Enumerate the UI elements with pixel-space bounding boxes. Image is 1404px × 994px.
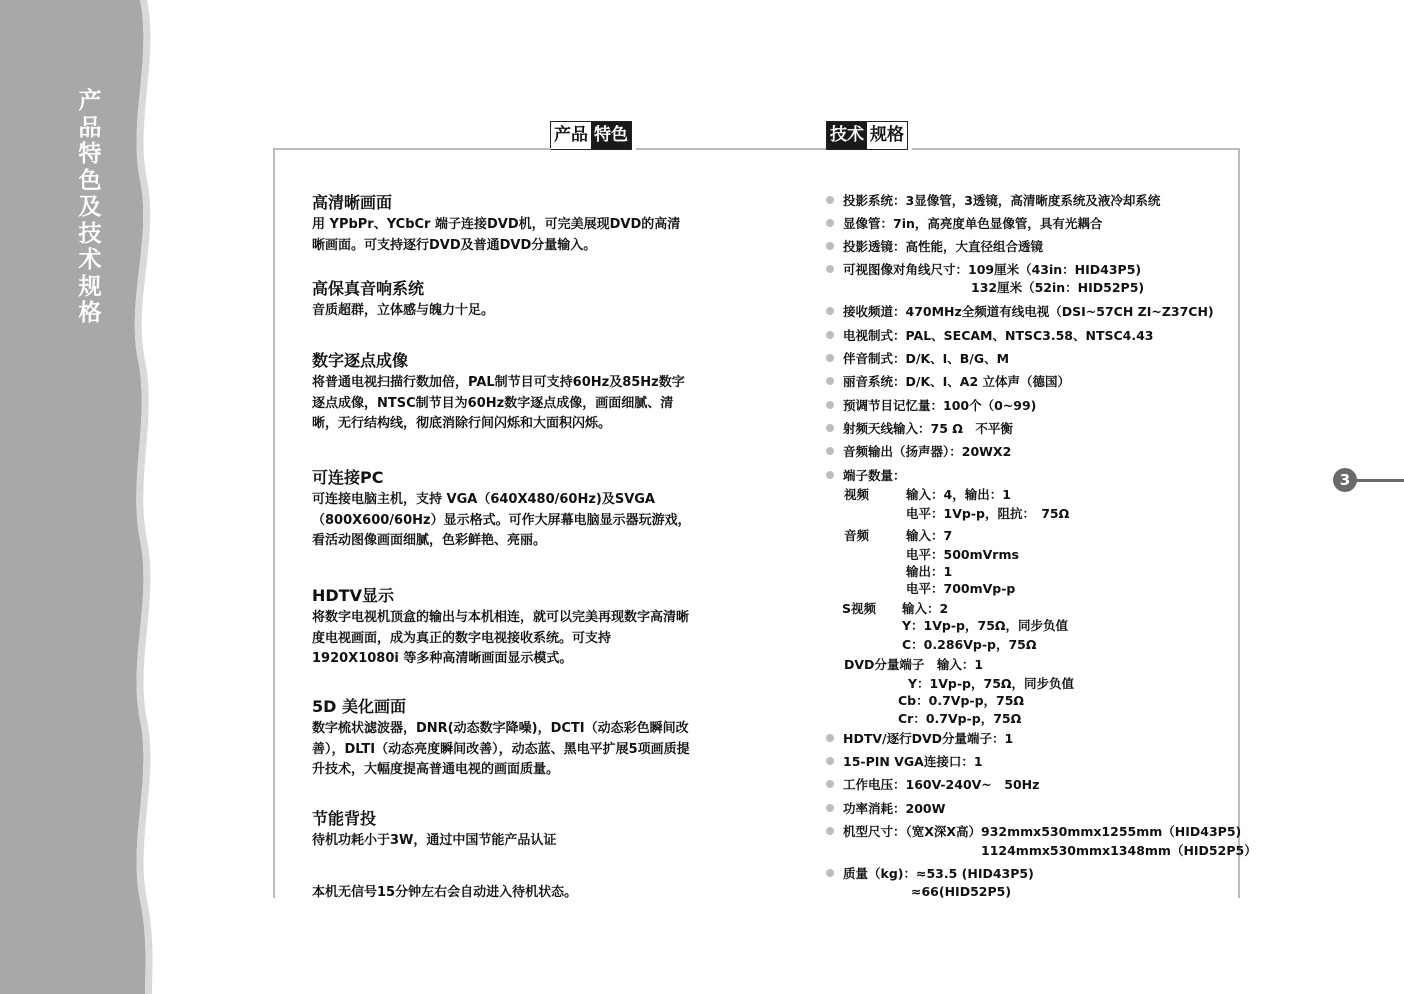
svideo-label: S视频 bbox=[842, 601, 877, 616]
side-title-char: 术 bbox=[78, 247, 102, 273]
spec-vga bbox=[826, 753, 983, 771]
spec-text: 丽音系统：D/K、I、A2 立体声（德国） bbox=[843, 374, 1071, 389]
bullet-icon bbox=[826, 242, 834, 250]
feature-title: 高清晰画面 bbox=[312, 193, 393, 212]
feature-body: 数字梳状滤波器，DNR(动态数字降噪)，DCTI（动态彩色瞬间改善），DLTI（动态亮度瞬间改善），动态蓝、黑电平扩展5项画质提升技术，大幅度提高普通电视的画面质量。 bbox=[312, 721, 690, 777]
spec-nicam bbox=[826, 373, 1070, 391]
spec-text: HDTV/逐行DVD分量端子：1 bbox=[843, 731, 1014, 746]
svideo-in: 输入：2 bbox=[902, 601, 949, 616]
feature-body: 将数字电视机顶盒的输出与本机相连，就可以完美再现数字高清晰度电视画面，成为真正的数字电视接收系统。可支持1920X1080i 等多种高清晰画面显示模式。 bbox=[312, 610, 690, 666]
feature-5d-picture bbox=[312, 696, 692, 781]
feature-digital-scan bbox=[312, 350, 692, 435]
spec-weight-2: ≈66(HID52P5) bbox=[911, 884, 1012, 899]
spec-text: 电视制式：PAL、SECAM、NTSC3.58、NTSC4.43 bbox=[843, 328, 1154, 343]
spec-weight bbox=[826, 865, 1034, 883]
bullet-icon bbox=[826, 354, 834, 362]
feature-body: 将普通电视扫描行数加倍，PAL制节目可支持60Hz及85Hz数字逐点成像，NTSC制节目为60Hz数字逐点成像，画面细腻、清晰，无行结构线，彻底消除行间闪烁和大面积闪烁。 bbox=[312, 375, 685, 431]
frame-left bbox=[273, 148, 275, 898]
bullet-icon bbox=[826, 331, 834, 339]
bullet-icon bbox=[826, 804, 834, 812]
spec-text: 投影系统：3显像管，3透镜，高清晰度系统及液冷却系统 bbox=[843, 193, 1161, 208]
video-io: 输入：4，输出：1 bbox=[906, 487, 1011, 502]
spec-dimensions-2: 1124mmx530mmx1348mm（HID52P5） bbox=[981, 843, 1257, 858]
bullet-icon bbox=[826, 219, 834, 227]
specs-header-light: 规格 bbox=[870, 125, 904, 145]
features-header-dark: 特色 bbox=[591, 122, 631, 149]
side-vertical-title bbox=[70, 88, 110, 327]
feature-title: HDTV显示 bbox=[312, 586, 394, 605]
bullet-icon bbox=[826, 447, 834, 455]
audio-out-count: 输出：1 bbox=[906, 564, 953, 579]
feature-energy-saving bbox=[312, 808, 692, 852]
dvd-cr: Cr：0.7Vp-p，75Ω bbox=[898, 711, 1022, 726]
feature-body: 待机功耗小于3W，通过中国节能产品认证 bbox=[312, 833, 557, 848]
video-level: 电平：1Vp-p，阻抗： 75Ω bbox=[906, 506, 1070, 521]
bullet-icon bbox=[826, 196, 834, 204]
audio-in: 输入：7 bbox=[906, 528, 953, 543]
spec-audio-out bbox=[826, 443, 1011, 461]
spec-text: 显像管：7in，高亮度单色显像管，具有光耦合 bbox=[843, 216, 1103, 231]
bullet-icon bbox=[826, 827, 834, 835]
svideo-y: Y：1Vp-p，75Ω，同步负值 bbox=[902, 618, 1069, 633]
side-title-char: 技 bbox=[78, 220, 102, 247]
audio-label: 音频 bbox=[844, 528, 870, 543]
spec-size-2: 132厘米（52in：HID52P5) bbox=[971, 280, 1145, 295]
page-marker-line bbox=[1354, 479, 1404, 482]
spec-lens bbox=[826, 238, 1043, 256]
features-header-light: 产品 bbox=[554, 125, 588, 145]
side-title-char: 色 bbox=[78, 167, 102, 194]
bullet-icon bbox=[826, 734, 834, 742]
bullet-icon bbox=[826, 377, 834, 385]
feature-title: 可连接PC bbox=[312, 468, 384, 487]
spec-voltage bbox=[826, 776, 1039, 794]
feature-body: 可连接电脑主机，支持 VGA（640X480/60Hz)及SVGA（800X600/60Hz）显示格式。可作大屏幕电脑显示器玩游戏，看活动图像画面细腻，色彩鲜艳、亮丽。 bbox=[312, 492, 691, 548]
feature-pc-connect bbox=[312, 467, 692, 552]
spec-hdtv bbox=[826, 730, 1013, 748]
dvd-cb: Cb：0.7Vp-p，75Ω bbox=[898, 693, 1025, 708]
video-label: 视频 bbox=[844, 487, 870, 502]
feature-title: 高保真音响系统 bbox=[312, 279, 425, 298]
side-title-char: 格 bbox=[78, 300, 102, 326]
frame-top-right bbox=[912, 148, 1240, 150]
feature-title: 节能背投 bbox=[312, 809, 377, 828]
bullet-icon bbox=[826, 757, 834, 765]
side-title-char: 规 bbox=[78, 273, 102, 300]
spec-channels bbox=[826, 303, 1214, 321]
spec-antenna bbox=[826, 420, 1013, 438]
bullet-icon bbox=[826, 265, 834, 273]
bullet-icon bbox=[826, 869, 834, 877]
spec-dimensions bbox=[826, 823, 1241, 841]
side-title-char: 产 bbox=[78, 88, 102, 114]
spec-presets bbox=[826, 397, 1036, 415]
spec-text: 射频天线输入：75 Ω 不平衡 bbox=[843, 421, 1013, 436]
specs-header-dark: 技术 bbox=[827, 122, 867, 149]
spec-text: 音频输出（扬声器）：20WX2 bbox=[843, 444, 1012, 459]
bullet-icon bbox=[826, 780, 834, 788]
spec-text: 接收频道：470MHz全频道有线电视（DSI~57CH ZI~Z37CH) bbox=[843, 304, 1214, 319]
feature-hd-picture bbox=[312, 192, 692, 256]
feature-hdtv bbox=[312, 585, 692, 670]
spec-text: 预调节目记忆量：100个（0~99) bbox=[843, 398, 1037, 413]
side-title-char: 及 bbox=[78, 194, 102, 220]
feature-title: 数字逐点成像 bbox=[312, 351, 409, 370]
feature-body: 音质超群，立体感与魄力十足。 bbox=[312, 303, 495, 318]
spec-terminals bbox=[826, 467, 906, 485]
specs-header bbox=[826, 121, 908, 150]
frame-right bbox=[1238, 148, 1240, 898]
spec-projection bbox=[826, 192, 1160, 210]
spec-power bbox=[826, 800, 945, 818]
bullet-icon bbox=[826, 401, 834, 409]
spec-sound-system bbox=[826, 350, 1009, 368]
spec-text: 功率消耗：200W bbox=[843, 801, 946, 816]
side-title-char: 特 bbox=[78, 141, 102, 167]
spec-text: 可视图像对角线尺寸：109厘米（43in：HID43P5) bbox=[843, 262, 1142, 277]
dvd-component-label: DVD分量端子 输入：1 bbox=[844, 657, 984, 672]
feature-title: 5D 美化画面 bbox=[312, 697, 406, 716]
bullet-icon bbox=[826, 424, 834, 432]
spec-text: 端子数量： bbox=[843, 468, 906, 483]
svideo-c: C：0.286Vp-p，75Ω bbox=[902, 637, 1037, 652]
spec-size bbox=[826, 261, 1141, 279]
audio-level-in: 电平：500mVrms bbox=[906, 547, 1019, 562]
bullet-icon bbox=[826, 471, 834, 479]
features-header bbox=[550, 121, 632, 150]
standby-note: 本机无信号15分钟左右会自动进入待机状态。 bbox=[312, 885, 578, 900]
spec-text: 质量（kg)：≈53.5 (HID43P5) bbox=[843, 866, 1034, 881]
feature-hifi-audio bbox=[312, 278, 692, 322]
audio-level-out: 电平：700mVp-p bbox=[906, 581, 1016, 596]
frame-top-left bbox=[273, 148, 551, 150]
spec-text: 工作电压：160V-240V~ 50Hz bbox=[843, 777, 1040, 792]
page-number: 3 bbox=[1333, 468, 1357, 492]
frame-top-mid bbox=[636, 148, 826, 150]
spec-tube bbox=[826, 215, 1102, 233]
spec-text: 机型尺寸：（宽X深X高）932mmx530mmx1255mm（HID43P5) bbox=[843, 824, 1242, 839]
side-title-char: 品 bbox=[78, 114, 102, 141]
spec-tv-system bbox=[826, 327, 1154, 345]
spec-text: 伴音制式：D/K、I、B/G、M bbox=[843, 351, 1010, 366]
dvd-y: Y：1Vp-p，75Ω，同步负值 bbox=[908, 676, 1075, 691]
side-band-shadow bbox=[135, 0, 153, 994]
feature-body: 用 YPbPr、YCbCr 端子连接DVD机，可完美展现DVD的高清晰画面。可支持逐行DVD及普通DVD分量输入。 bbox=[312, 217, 681, 253]
spec-text: 投影透镜：高性能，大直径组合透镜 bbox=[843, 239, 1044, 254]
bullet-icon bbox=[826, 307, 834, 315]
spec-text: 15-PIN VGA连接口：1 bbox=[843, 754, 983, 769]
